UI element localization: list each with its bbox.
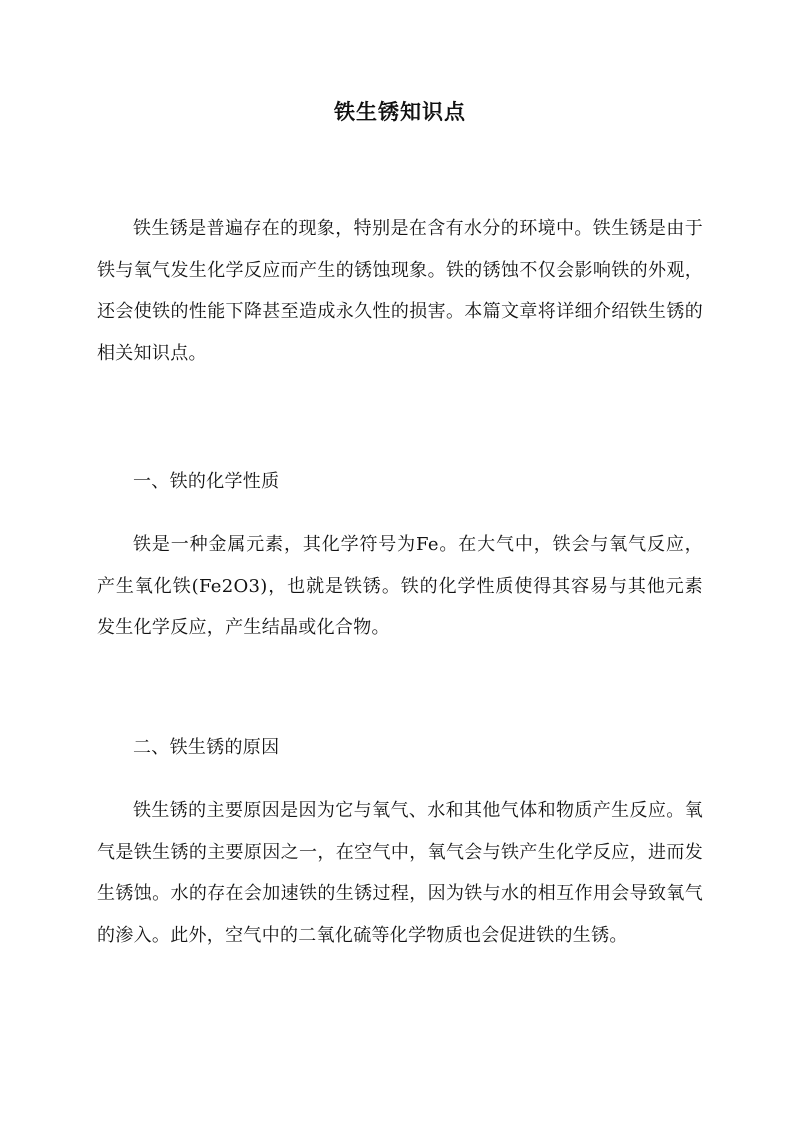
document-title: 铁生锈知识点 [334,99,466,124]
intro-paragraph: 铁生锈是普遍存在的现象，特别是在含有水分的环境中。铁生锈是由于铁与氧气发生化学反应而产生的锈蚀现象。铁的锈蚀不仅会影响铁的外观，还会使铁的性能下降甚至造成永久性的损害。本篇文章将详细介绍铁生锈的相关知识点。 [97,218,703,364]
section-heading-chemical-properties: 一、铁的化学性质 [133,471,280,492]
section-body-rust-causes: 铁生锈的主要原因是因为它与氧气、水和其他气体和物质产生反应。氧气是铁生锈的主要原因之一，在空气中，氧气会与铁产生化学反应，进而发生锈蚀。水的存在会加速铁的生锈过程，因为铁与水的相互作用会导致氧气的渗入。此外，空气中的二氧化硫等化学物质也会促进铁的生锈。 [97,800,703,946]
section-body-chemical-properties: 铁是一种金属元素，其化学符号为Fe。在大气中，铁会与氧气反应，产生氧化铁(Fe2O3)，也就是铁锈。铁的化学性质使得其容易与其他元素发生化学反应，产生结晶或化合物。 [97,534,703,638]
section-heading-rust-causes: 二、铁生锈的原因 [133,737,280,758]
